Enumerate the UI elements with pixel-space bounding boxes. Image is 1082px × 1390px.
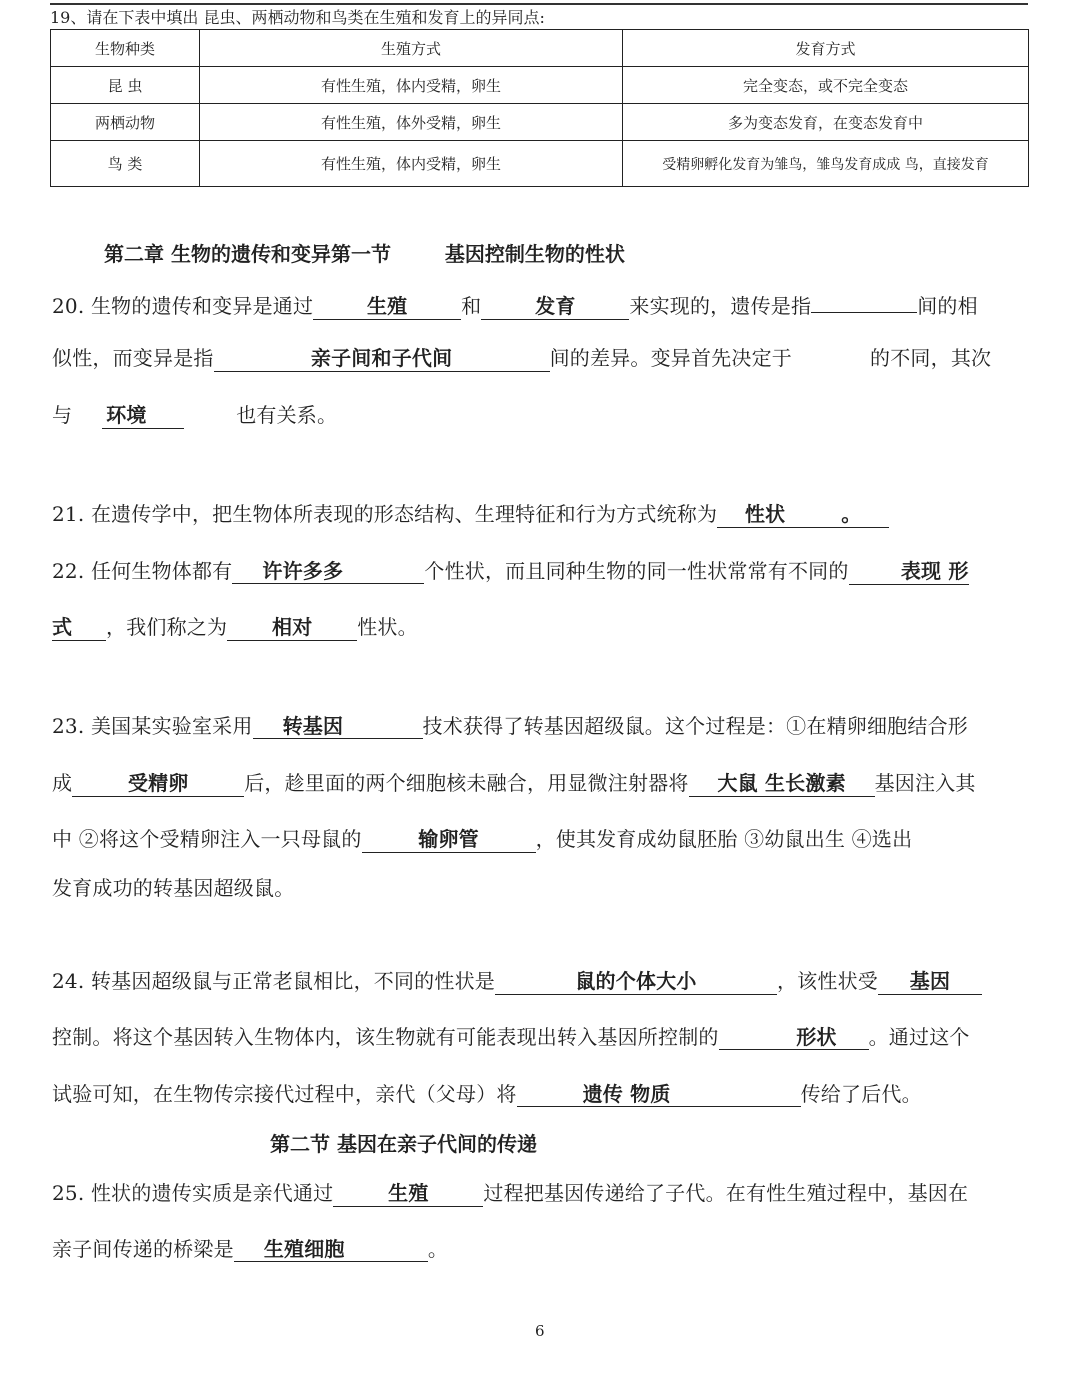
chapter-heading xyxy=(104,238,625,267)
answer-period: 。 xyxy=(841,502,862,526)
cell-species: 昆 虫 xyxy=(51,67,200,104)
text: 20. 生物的遗传和变异是通过 xyxy=(52,294,314,318)
answer-blank[interactable]: 相对 xyxy=(227,615,357,641)
text: 后，趁里面的两个细胞核未融合，用显微注射器将 xyxy=(244,771,689,795)
question-24-line-3 xyxy=(52,1080,922,1108)
table-row xyxy=(51,104,1029,141)
text: ，我们称之为 xyxy=(106,615,228,639)
cell-development: 多为变态发育，在变态发育中 xyxy=(623,104,1029,141)
cell-development: 受精卵孵化发育为雏鸟，雏鸟发育成成 鸟，直接发育 xyxy=(623,141,1029,187)
text: 的不同，其次 xyxy=(870,346,992,370)
answer-blank[interactable]: 大鼠 生长激素 xyxy=(689,771,875,797)
table-row xyxy=(51,141,1029,187)
text: ，使其发育成幼鼠胚胎 ③幼鼠出生 ④选出 xyxy=(535,827,913,851)
text: 间的差异。变异首先决定于 xyxy=(549,346,793,370)
question-22-line-2 xyxy=(52,613,418,641)
cell-reproduction: 有性生殖，体内受精，卵生 xyxy=(200,141,623,187)
answer-blank[interactable]: 许许多多 xyxy=(232,559,424,584)
answer-blank[interactable]: 表现 形 xyxy=(849,559,969,585)
text: 个性状，而且同种生物的同一性状常常有不同的 xyxy=(424,559,849,583)
top-rule xyxy=(50,3,1028,5)
header-species: 生物种类 xyxy=(51,30,200,67)
text: ，该性状受 xyxy=(776,969,878,993)
text: 与 xyxy=(52,403,73,427)
answer-blank-continued[interactable]: 式 xyxy=(52,615,106,641)
cell-reproduction: 有性生殖，体外受精，卵生 xyxy=(200,104,623,141)
text: 成 xyxy=(52,771,73,795)
text: 控制。将这个基因转入生物体内，该生物就有可能表现出转入基因所控制的 xyxy=(52,1025,719,1049)
answer-blank[interactable] xyxy=(811,287,917,313)
question-19-prompt: 19、请在下表中填出 昆虫、两栖动物和鸟类在生殖和发育上的异同点: xyxy=(50,8,545,27)
answer-blank[interactable]: 环境 xyxy=(102,403,184,429)
text: 中 ②将这个受精卵注入一只母鼠的 xyxy=(52,827,362,851)
cell-development: 完全变态，或不完全变态 xyxy=(623,67,1029,104)
text: 。通过这个 xyxy=(868,1025,970,1049)
answer-blank[interactable]: 输卵管 xyxy=(362,827,536,853)
text: 24. 转基因超级鼠与正常老鼠相比，不同的性状是 xyxy=(52,969,495,993)
comparison-table xyxy=(50,29,1029,187)
text: 间的相 xyxy=(917,294,978,318)
question-23-line-1 xyxy=(52,712,968,740)
table-header-row xyxy=(51,30,1029,67)
cell-reproduction: 有性生殖，体内受精，卵生 xyxy=(200,67,623,104)
question-23-line-3 xyxy=(52,825,912,853)
text: 基因注入其 xyxy=(874,771,976,795)
text: 似性，而变异是指 xyxy=(52,346,214,370)
question-24-line-1 xyxy=(52,967,982,995)
text: 来实现的，遗传是指 xyxy=(629,294,812,318)
text: 传给了后代。 xyxy=(800,1082,922,1106)
cell-species: 鸟 类 xyxy=(51,141,200,187)
question-20-line-2 xyxy=(52,344,991,372)
header-reproduction: 生殖方式 xyxy=(200,30,623,67)
answer-blank[interactable]: 基因 xyxy=(878,969,982,995)
chapter-title: 第二章 生物的遗传和变异第一节 xyxy=(104,242,391,266)
text: 23. 美国某实验室采用 xyxy=(52,714,253,738)
question-24-line-2 xyxy=(52,1023,970,1051)
section-1-title: 基因控制生物的性状 xyxy=(444,242,625,266)
answer-blank[interactable]: 遗传 物质 xyxy=(517,1082,801,1107)
text: 性状。 xyxy=(357,615,418,639)
answer-blank[interactable]: 生殖 xyxy=(313,294,461,320)
section-2-title: 第二节 基因在亲子代间的传递 xyxy=(270,1132,537,1156)
page-number: 6 xyxy=(535,1322,545,1340)
answer-blank[interactable]: 亲子间和子代间 xyxy=(214,346,550,372)
question-25-line-1 xyxy=(52,1179,968,1207)
text: 。 xyxy=(427,1237,449,1261)
text: 也有关系。 xyxy=(236,403,338,427)
text: 和 xyxy=(461,294,482,318)
question-20-line-3 xyxy=(52,401,337,429)
question-25-line-2 xyxy=(52,1235,448,1263)
text: 过程把基因传递给了子代。在有性生殖过程中，基因在 xyxy=(483,1181,969,1205)
answer-blank[interactable]: 生殖细胞 xyxy=(234,1237,428,1262)
answer-blank[interactable]: 生殖 xyxy=(333,1181,483,1207)
text: 技术获得了转基因超级鼠。这个过程是：①在精卵细胞结合形 xyxy=(422,714,968,738)
answer-blank[interactable] xyxy=(717,502,889,528)
answer-blank[interactable]: 转基因 xyxy=(253,714,423,739)
text: 亲子间传递的桥梁是 xyxy=(52,1237,234,1261)
question-21 xyxy=(52,500,889,528)
header-development: 发育方式 xyxy=(623,30,1029,67)
question-23-line-2 xyxy=(52,769,976,797)
text: 25. 性状的遗传实质是亲代通过 xyxy=(52,1181,334,1205)
question-20-line-1 xyxy=(52,287,978,320)
answer-blank[interactable]: 受精卵 xyxy=(72,771,244,797)
answer-blank[interactable]: 发育 xyxy=(481,294,629,320)
answer-blank[interactable]: 形状 xyxy=(719,1025,869,1050)
text: 试验可知，在生物传宗接代过程中，亲代（父母）将 xyxy=(52,1082,517,1106)
answer-text: 性状 xyxy=(744,502,786,526)
answer-blank[interactable]: 鼠的个体大小 xyxy=(495,969,777,995)
text: 22. 任何生物体都有 xyxy=(52,559,233,583)
question-22-line-1 xyxy=(52,557,969,585)
text: 21. 在遗传学中，把生物体所表现的形态结构、生理特征和行为方式统称为 xyxy=(52,502,718,526)
question-23-line-4: 发育成功的转基因超级鼠。 xyxy=(52,876,295,900)
table-row xyxy=(51,67,1029,104)
cell-species: 两栖动物 xyxy=(51,104,200,141)
